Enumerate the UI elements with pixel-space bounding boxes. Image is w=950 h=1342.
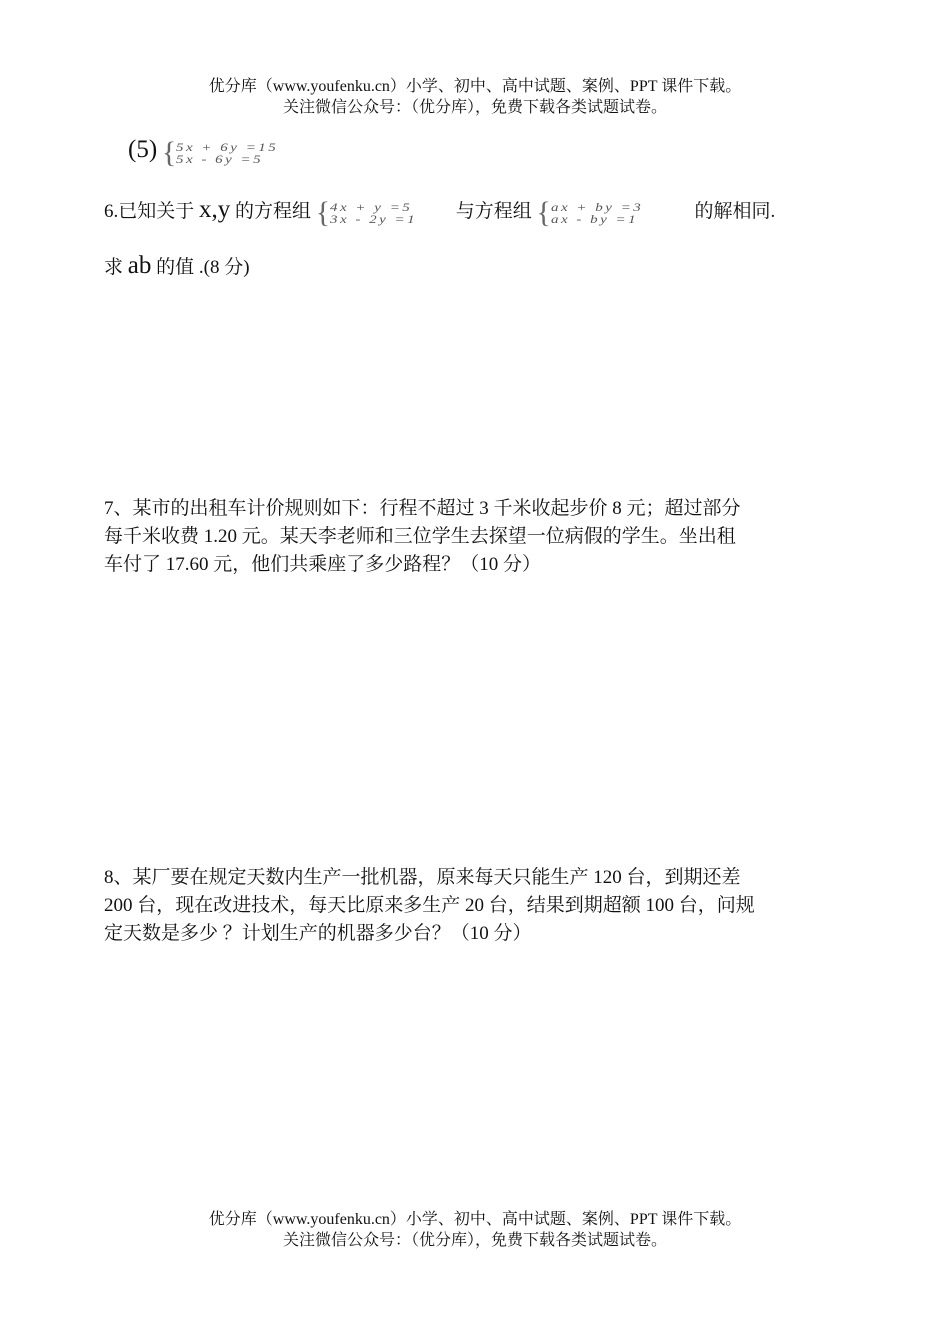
- q6-text-1: 6.已知关于: [104, 201, 200, 222]
- q6-sys1-eq-2: 3x - 2y =1: [330, 211, 418, 226]
- page-header: [0, 76, 950, 118]
- page-footer: [0, 1209, 950, 1251]
- q8-line-2: 200 台，现在改进技术，每天比原来多生产 20 台，结果到期超额 100 台，问规: [104, 895, 755, 916]
- q6-sys2-eq-2: ax - by =1: [550, 211, 639, 226]
- header-line-2: 关注微信公众号：（优分库），免费下载各类试题试卷。: [282, 99, 667, 116]
- q7-line-3: 车付了 17.60 元，他们共乘座了多少路程？（10 分）: [104, 554, 542, 575]
- question-8: [104, 864, 854, 948]
- q6-variables: x,y: [199, 196, 231, 223]
- q7-line-2: 每千米收费 1.20 元。某天李老师和三位学生去探望一位病假的学生。坐出租: [104, 526, 736, 547]
- q6-brace-1: {: [315, 195, 331, 229]
- q6-text-4: 的解相同.: [694, 201, 776, 222]
- question-6: [104, 196, 854, 282]
- q5-brace: {: [161, 135, 177, 169]
- q6-brace-2: {: [536, 195, 551, 229]
- q5-eq-1: 5x + 6y =15: [176, 139, 279, 154]
- q6-line-2: [104, 252, 854, 282]
- q6-text-2: 的方程组: [230, 201, 312, 222]
- question-5: [128, 136, 878, 168]
- q6-text-3: 与方程组: [455, 201, 532, 222]
- q5-equation-system: [161, 135, 279, 169]
- question-7: [104, 495, 854, 579]
- q6-system-1: [315, 195, 456, 229]
- q6-ab: ab: [127, 252, 152, 279]
- q6-text-5: 求: [104, 257, 128, 278]
- q8-line-3: 定天数是多少 ？计划生产的机器多少台？（10 分）: [104, 923, 532, 944]
- q5-eq-2: 5x - 6y =5: [176, 151, 264, 166]
- q6-system-2: [536, 195, 695, 229]
- footer-line-1: 优分库（www.youfenku.cn）小学、初中、高中试题、案例、PPT 课件下载。: [208, 1211, 742, 1228]
- footer-line-2: 关注微信公众号：（优分库），免费下载各类试题试卷。: [282, 1232, 667, 1249]
- q7-line-1: 7、某市的出租车计价规则如下：行程不超过 3 千米收起步价 8 元；超过部分: [104, 498, 741, 519]
- q6-sys2-eq-1: ax + by =3: [550, 199, 644, 214]
- q5-label: (5): [128, 136, 158, 163]
- q8-line-1: 8、某厂要在规定天数内生产一批机器，原来每天只能生产 120 台，到期还差: [104, 867, 741, 888]
- q6-sys1-eq-1: 4x + y =5: [330, 199, 413, 214]
- q6-line-1: [104, 196, 854, 230]
- q6-text-6: 的值 .(8 分): [151, 257, 250, 278]
- header-line-1: 优分库（www.youfenku.cn）小学、初中、高中试题、案例、PPT 课件下载。: [208, 78, 742, 95]
